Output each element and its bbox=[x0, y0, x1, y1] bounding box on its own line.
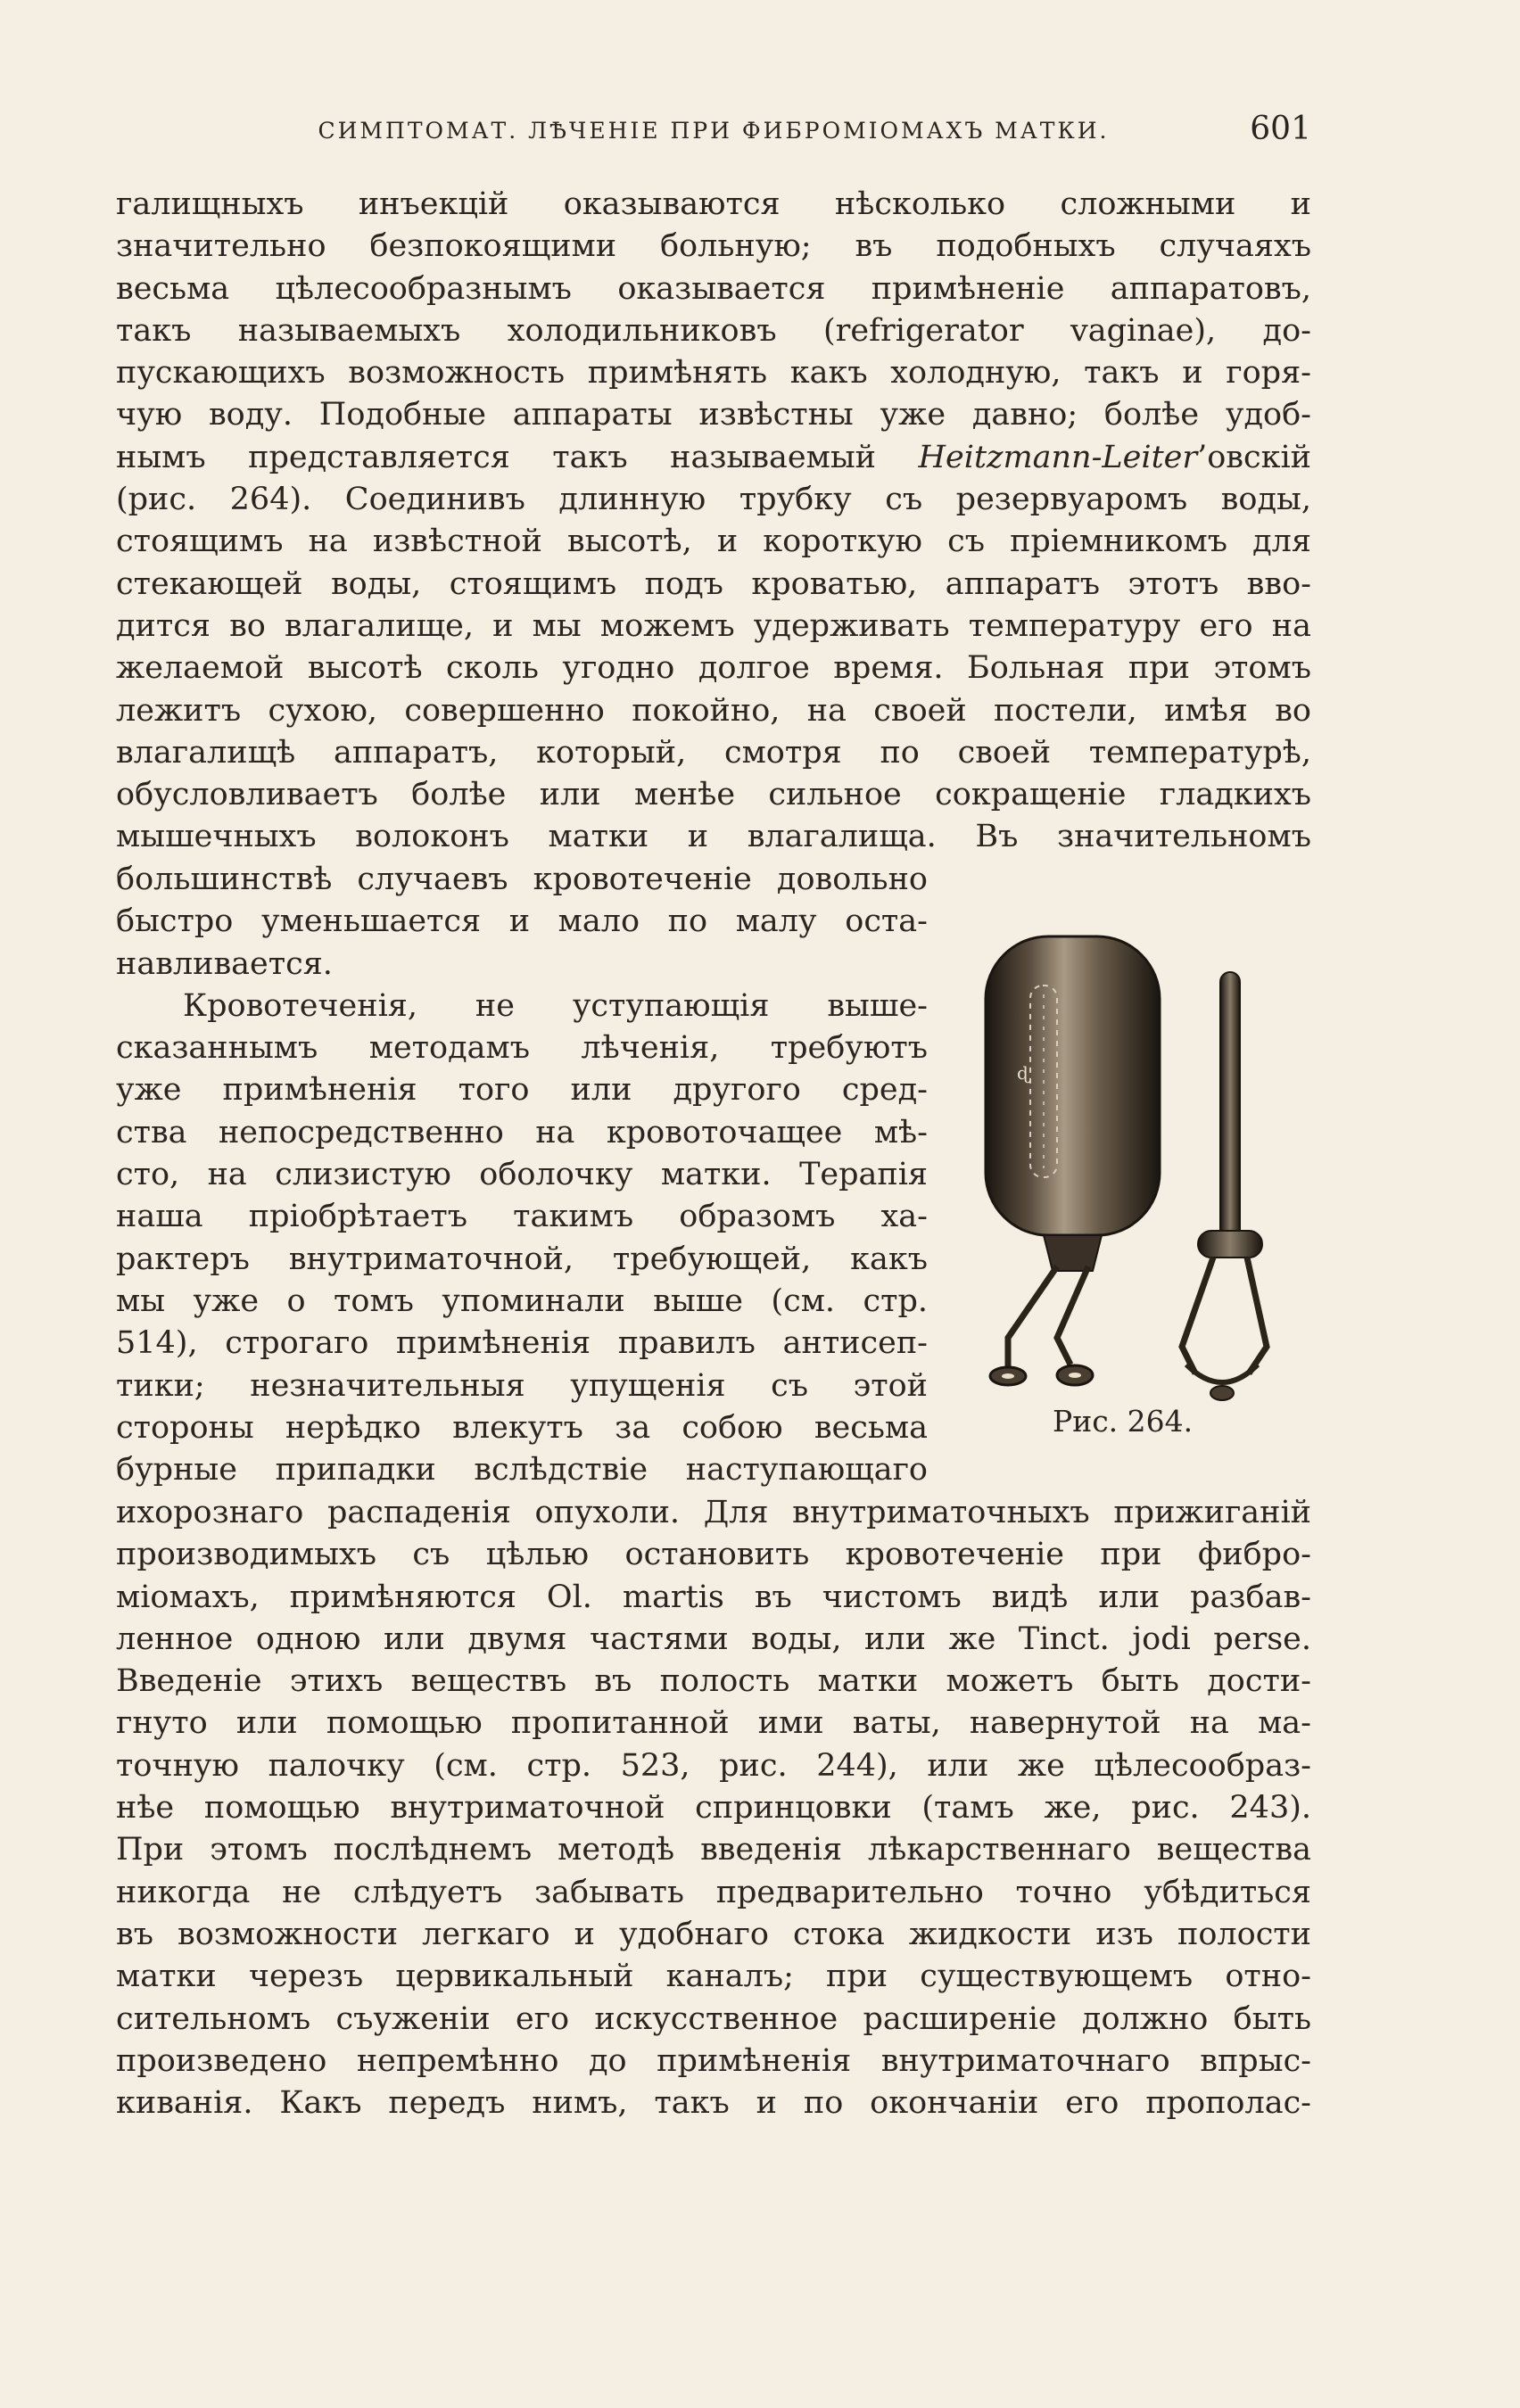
author-name-italic: Heitzmann-Leiter bbox=[918, 439, 1198, 475]
text-segment: ’овскій bbox=[1197, 439, 1311, 475]
text-line: ства непосредственно на кровоточащее мѣ- bbox=[116, 1114, 928, 1150]
text-line: наша пріобрѣтаетъ такимъ образомъ ха- bbox=[116, 1199, 928, 1235]
text-line: нѣе помощью внутриматочной спринцовки (тамъ же, рис. 243). bbox=[116, 1790, 1311, 1827]
text-line: стекающей воды, стоящимъ подъ кроватью, аппаратъ этотъ вво- bbox=[116, 565, 1311, 602]
page-number: 601 bbox=[1250, 111, 1311, 147]
text-line: обусловливаетъ болѣе или менѣе сильное сокращеніе гладкихъ bbox=[116, 777, 1311, 813]
running-head: СИМПТОМАТ. ЛѢЧЕНІЕ ПРИ ФИБРОМІОМАХЪ МАТКИ. bbox=[318, 118, 1110, 144]
text-line: навливается. bbox=[116, 945, 333, 982]
text-line-with-italic bbox=[116, 437, 1311, 479]
text-line: уже примѣненія того или другого сред- bbox=[116, 1072, 928, 1109]
paragraph-3 bbox=[116, 1492, 1311, 2124]
text-line: стоящимъ на извѣстной высотѣ, и короткую съ пріемникомъ для bbox=[116, 524, 1311, 560]
text-line: матки черезъ цервикальный каналъ; при существующемъ отно- bbox=[116, 1959, 1311, 1995]
text-line: весьма цѣлесообразнымъ оказывается примѣненіе аппаратовъ, bbox=[116, 270, 1311, 307]
text-line: мышечныхъ волоконъ матки и влагалища. Въ значительномъ bbox=[116, 819, 1311, 855]
text-line: значительно безпокоящими больную; въ подобныхъ случаяхъ bbox=[116, 228, 1311, 265]
paragraph-1 bbox=[116, 184, 1311, 859]
text-line: чую воду. Подобные аппараты извѣстны уже давно; болѣе удоб- bbox=[116, 397, 1311, 433]
text-line: Кровотеченія, не уступающія выше- bbox=[183, 987, 928, 1024]
text-line: рактеръ внутриматочной, требующей, какъ bbox=[116, 1241, 928, 1277]
text-line: мы уже о томъ упоминали выше (см. стр. bbox=[116, 1282, 928, 1319]
text-line: галищныхъ инъекцій оказываются нѣсколько сложными и bbox=[116, 186, 1311, 222]
text-line: произведено непремѣнно до примѣненія внутриматочнаго впрыс- bbox=[116, 2042, 1311, 2079]
text-line: такъ называемыхъ холодильниковъ (refrigerator vaginae), до- bbox=[116, 312, 1311, 349]
text-line: никогда не слѣдуетъ забывать предварительно точно убѣдиться bbox=[116, 1874, 1311, 1910]
text-line: Введеніе этихъ веществъ въ полость матки можетъ быть дости- bbox=[116, 1663, 1311, 1700]
paragraph-2 bbox=[116, 859, 928, 1491]
text-line: (рис. 264). Соединивъ длинную трубку съ резервуаромъ воды, bbox=[116, 482, 1311, 518]
svg-text:ɖ: ɖ bbox=[1017, 1062, 1028, 1084]
text-line: При этомъ послѣднемъ методѣ введенія лѣкарственнаго вещества bbox=[116, 1832, 1311, 1868]
text-line: сительномъ съуженіи его искусственное расширеніе должно быть bbox=[116, 2000, 1311, 2037]
text-line: 514), строгаго примѣненія правилъ антисеп- bbox=[116, 1325, 928, 1362]
text-line: въ возможности легкаго и удобнаго стока жидкости изъ полости bbox=[116, 1916, 1311, 1952]
text-line: тики; незначительныя упущенія съ этой bbox=[116, 1367, 928, 1404]
text-line: влагалищѣ аппаратъ, который, смотря по своей температурѣ, bbox=[116, 734, 1311, 771]
text-line: сто, на слизистую оболочку матки. Терапія bbox=[116, 1157, 928, 1193]
text-line: лежитъ сухою, совершенно покойно, на своей постели, имѣя во bbox=[116, 692, 1311, 729]
text-line: киванія. Какъ передъ нимъ, такъ и по окончаніи его прополас- bbox=[116, 2085, 1311, 2122]
figure-264-refrigerator bbox=[981, 919, 1302, 1454]
figure-caption: Рис. 264. bbox=[1053, 1404, 1194, 1439]
text-line: большинствѣ случаевъ кровотеченіе довольно bbox=[116, 862, 928, 897]
text-line: бурные припадки вслѣдствіе наступающаго bbox=[116, 1452, 928, 1489]
text-line: производимыхъ съ цѣлью остановить кровотеченіе при фибро- bbox=[116, 1537, 1311, 1573]
text-line: міомахъ, примѣняются Ol. martis въ чистомъ видѣ или разбав- bbox=[116, 1579, 1311, 1615]
text-line: дится во влагалище, и мы можемъ удерживать температуру его на bbox=[116, 607, 1311, 644]
text-line: гнуто или помощью пропитанной ими ваты, навернутой на ма- bbox=[116, 1705, 1311, 1742]
text-line: желаемой высотѣ сколь угодно долгое время. Больная при этомъ bbox=[116, 650, 1311, 687]
text-line: ленное одною или двумя частями воды, или же Tinct. jodi perse. bbox=[116, 1620, 1311, 1657]
text-line: сказаннымъ методамъ лѣченія, требуютъ bbox=[116, 1030, 928, 1067]
text-line: ихорознаго распаденія опухоли. Для внутриматочныхъ прижиганій bbox=[116, 1495, 1311, 1530]
refrigerator-illustration bbox=[981, 919, 1302, 1454]
text-line: пускающихъ возможность примѣнять какъ холодную, такъ и горя- bbox=[116, 355, 1311, 392]
text-line: точную палочку (см. стр. 523, рис. 244), или же цѣлесообраз- bbox=[116, 1747, 1311, 1784]
text-segment: нымъ представляется такъ называемый bbox=[116, 439, 876, 475]
text-line: быстро уменьшается и мало по малу оста- bbox=[116, 903, 928, 940]
text-line: стороны нерѣдко влекутъ за собою весьма bbox=[116, 1409, 928, 1446]
page-header bbox=[116, 111, 1311, 155]
